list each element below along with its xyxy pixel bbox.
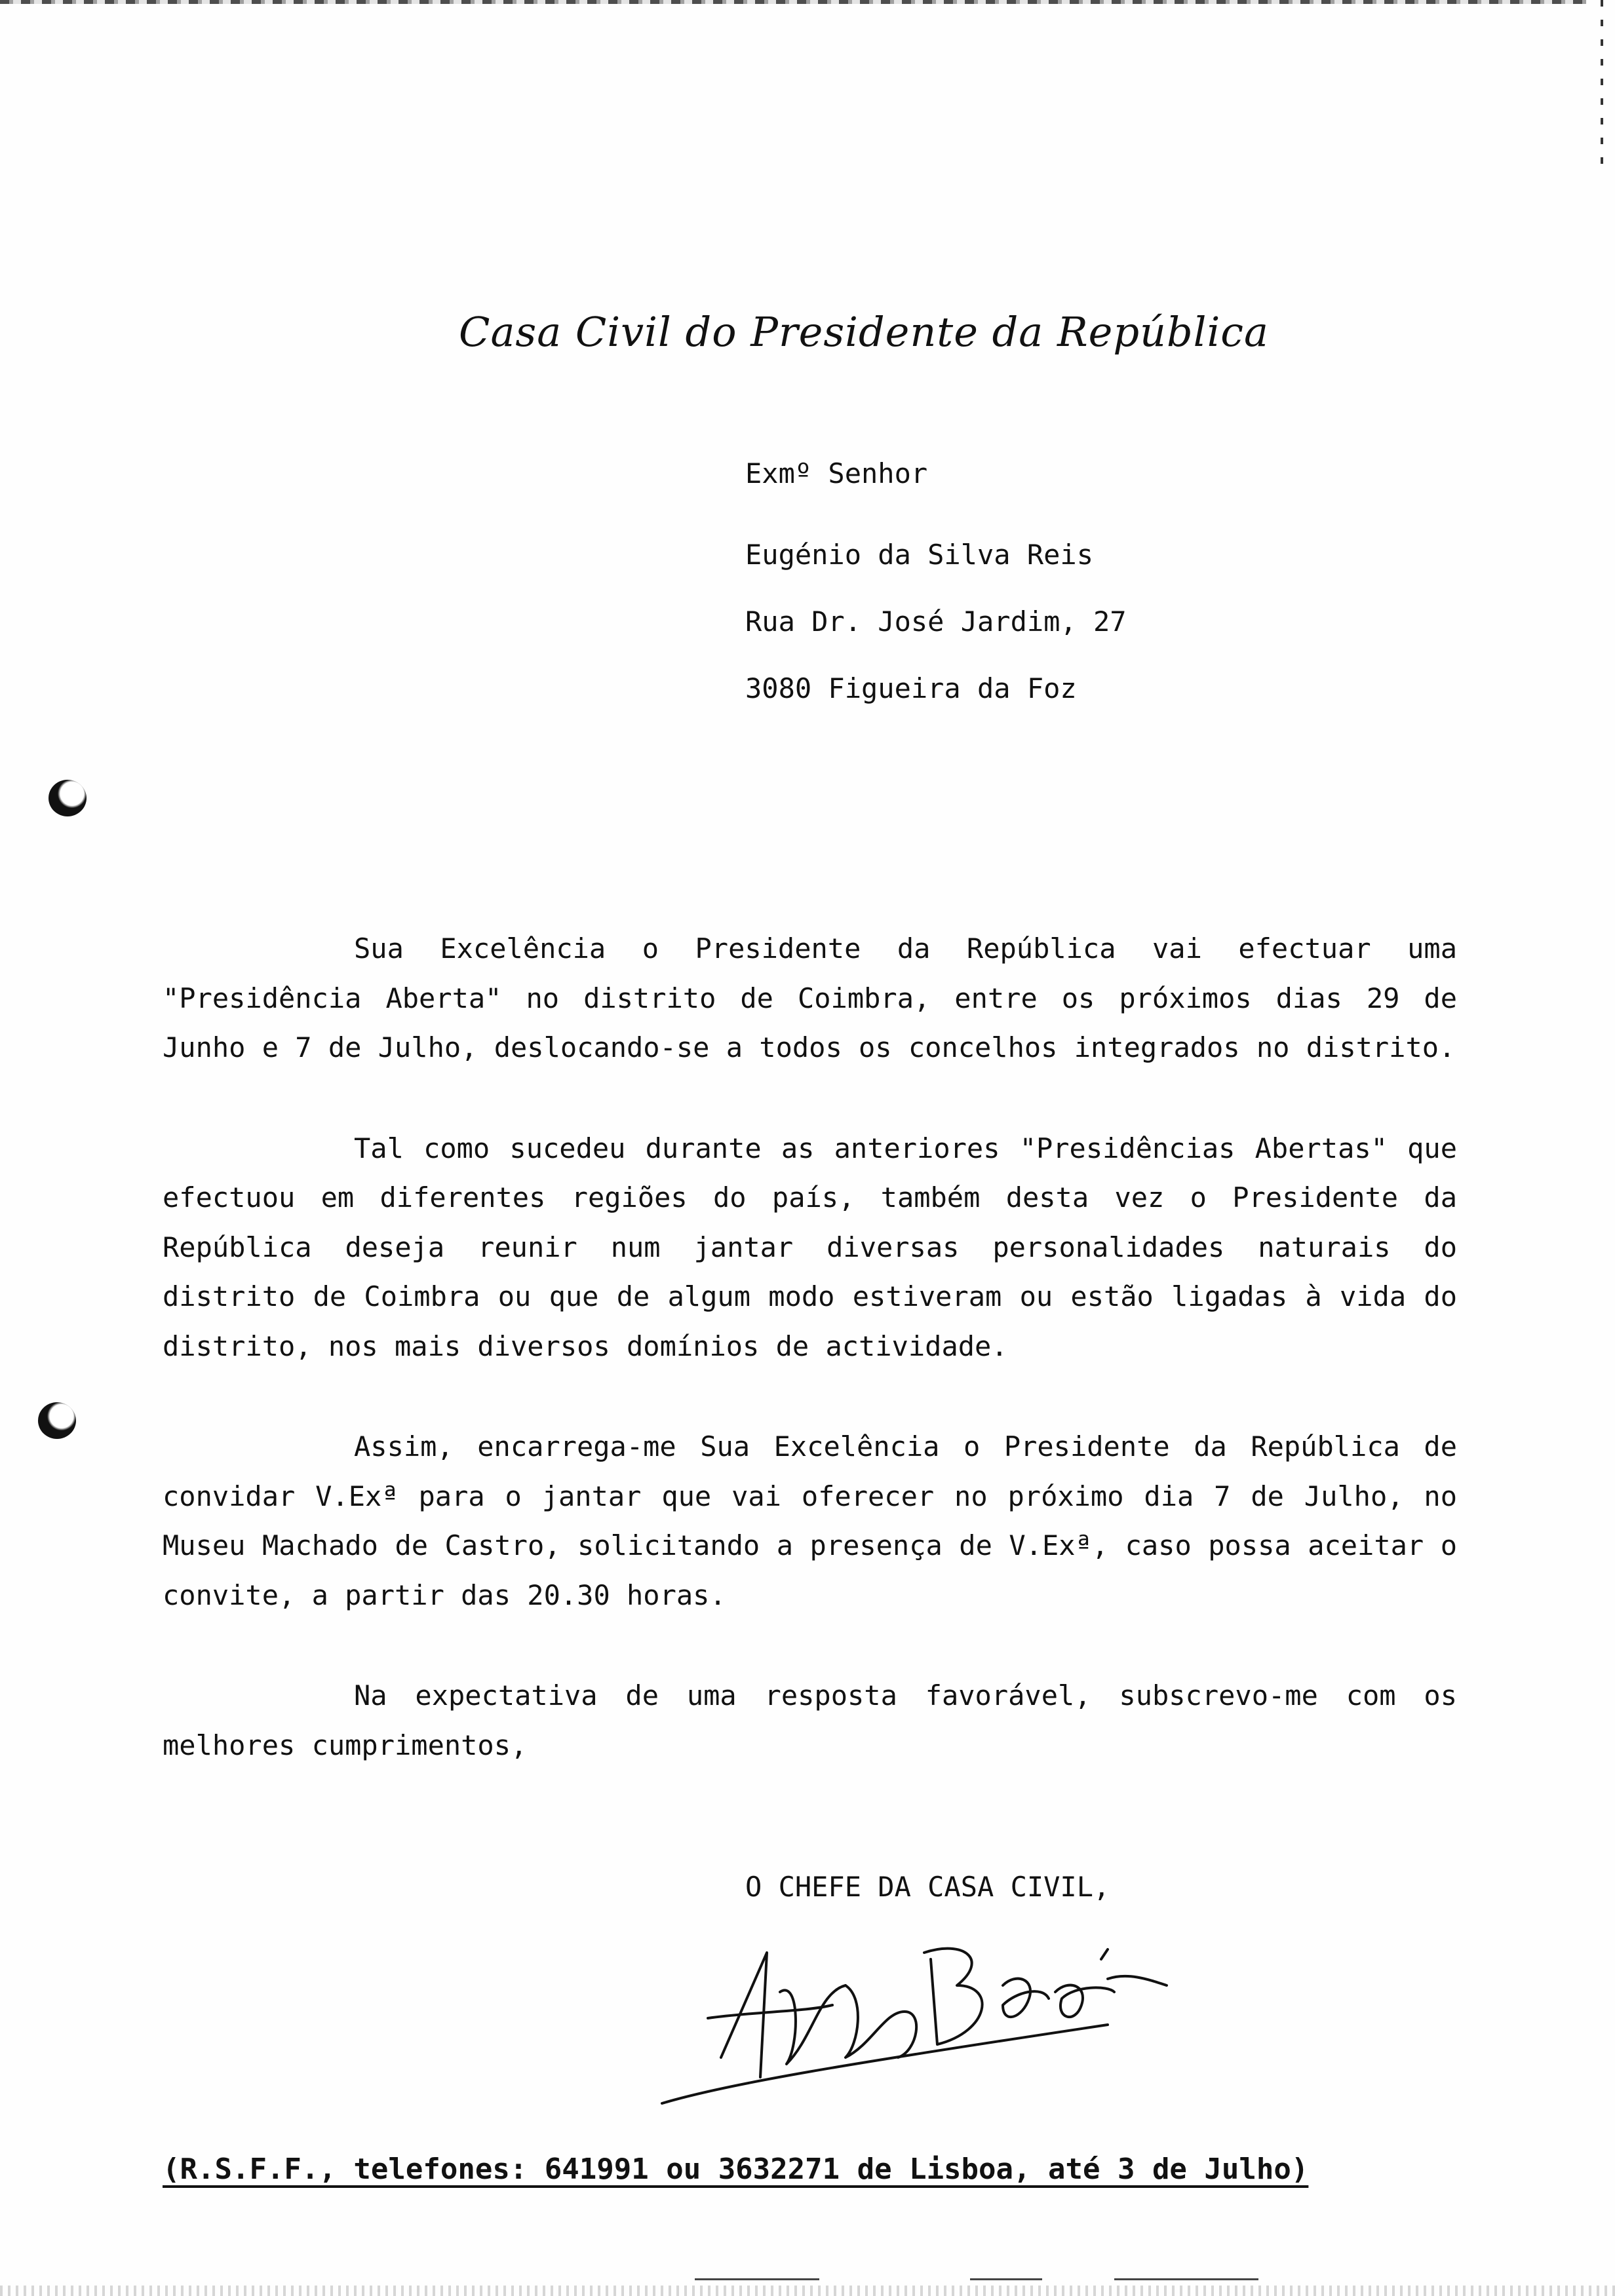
signature [649,1913,1213,2123]
scan-edge-top [0,0,1586,4]
letter-body [163,924,1457,1821]
scan-edge-right [1601,0,1603,170]
recipient-street: Rua Dr. José Jardim, 27 [745,605,1127,638]
scan-mark [970,2278,1042,2280]
punch-hole-icon [49,780,87,816]
recipient-name: Eugénio da Silva Reis [745,539,1094,571]
recipient-city: 3080 Figueira da Foz [745,672,1077,704]
punch-hole-icon [38,1402,76,1439]
recipient-salutation: Exmº Senhor [745,457,928,489]
paragraph: Sua Excelência o Presidente da República vai efectuar uma "Presidência Aberta" no distrito de Coimbra, entre os próximos dias 29 de Junho e 7 de Julho, deslocando-se a todos os concelhos integrados no distrito. [163,932,1457,1063]
paragraph: Assim, encarrega-me Sua Excelência o Presidente da República de convidar V.Exª para o jantar que vai oferecer no próximo dia 7 de Julho, no Museu Machado de Castro, solicitando a presença de V.Exª, caso possa aceitar o convite, a partir das 20.30 horas. [163,1430,1457,1611]
paragraph: Tal como sucedeu durante as anteriores "Presidências Abertas" que efectuou em diferentes regiões do país, também desta vez o Presidente da República deseja reunir num jantar diversas personalidades naturais do distrito de Coimbra ou que de algum modo estiveram ou estão ligadas à vida do distrito, nos mais diversos domínios de actividade. [163,1132,1457,1362]
closing-title: O CHEFE DA CASA CIVIL, [745,1871,1110,1903]
scan-mark [1114,2278,1258,2280]
scan-edge-bottom [0,2286,1615,2296]
scan-mark [695,2278,819,2280]
recipient-address [745,440,1127,722]
footer-note: (R.S.F.F., telefones: 641991 ou 3632271 de Lisboa, até 3 de Julho) [163,2152,1309,2186]
paragraph: Na expectativa de uma resposta favorável, subscrevo-me com os melhores cumprimentos, [163,1679,1457,1761]
letterhead-title: Casa Civil do Presidente da República [459,308,1269,356]
